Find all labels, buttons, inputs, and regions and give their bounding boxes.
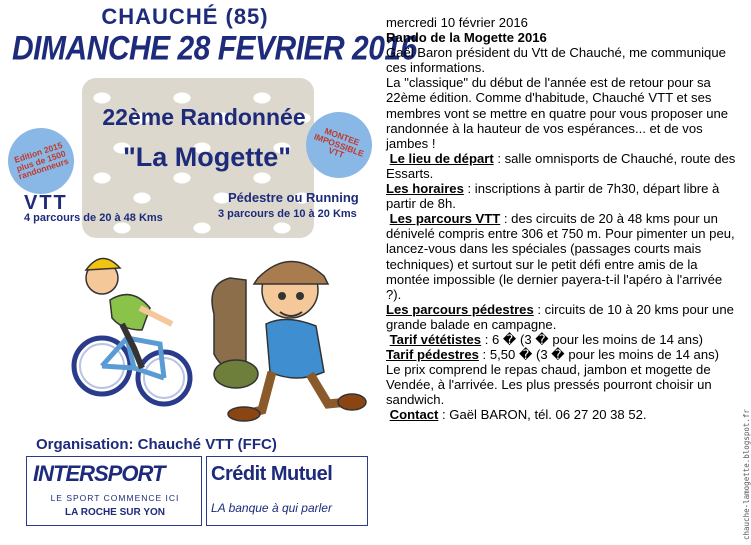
intersport-tagline: LE SPORT COMMENCE ICI bbox=[50, 493, 180, 503]
article-date: mercredi 10 février 2016 bbox=[386, 15, 528, 30]
poster-date: DIMANCHE 28 FEVRIER 2016 bbox=[12, 29, 417, 68]
poster-organisation: Organisation: Chauché VTT (FFC) bbox=[36, 436, 277, 453]
contact-label: Contact bbox=[389, 407, 439, 423]
blog-watermark: chauche-lamogette.blogspot.fr bbox=[742, 409, 751, 540]
cyclist-illustration bbox=[72, 238, 192, 416]
parcours-vtt-label: Les parcours VTT bbox=[389, 211, 501, 227]
hiker-illustration bbox=[206, 244, 366, 424]
horaires-label: Les horaires bbox=[386, 181, 464, 197]
intersport-brand: INTERSPORT bbox=[33, 461, 165, 486]
parcours-ped-text: : circuits de 10 à 20 kms pour une grande balade en campagne. bbox=[386, 301, 734, 332]
credit-mutuel-brand: Crédit Mutuel bbox=[211, 463, 333, 485]
poster-event-name: "La Mogette" bbox=[122, 142, 292, 172]
article-prix: Le prix comprend le repas chaud, jambon et mogette de Vendée, à l'arrivée. Les plus pressés pourront choisir un sandwich. bbox=[386, 362, 712, 408]
sponsor-credit-mutuel-logo bbox=[206, 456, 368, 526]
tarif-ped-text: : 5,50 � (3 � pour les moins de 14 ans) bbox=[478, 347, 720, 363]
section-lieu bbox=[386, 151, 738, 181]
lieu-label: Le lieu de départ bbox=[389, 150, 494, 166]
tarif-ped-label: Tarif pédestres bbox=[386, 347, 479, 363]
tarif-vtt-text: : 6 � (3 � pour les moins de 14 ans) bbox=[481, 331, 703, 347]
article-classique: La "classique" du début de l'année est de retour pour sa 22ème édition. Comme d'habitude, Chauché VTT et ses membres vont se mettre en quatre pour vous proposer une randonnée à la hauteur de vos espérances... et de vos jambes ! bbox=[386, 75, 729, 151]
parcours-ped-label: Les parcours pédestres bbox=[386, 301, 534, 317]
section-parcours-pedestres bbox=[386, 302, 738, 332]
article-intro: Gaël Baron président du Vtt de Chauché, me communique ces informations. bbox=[386, 45, 726, 76]
section-parcours-vtt bbox=[386, 211, 738, 302]
article-title: Rando de la Mogette 2016 bbox=[386, 30, 547, 46]
poster-edition: 22ème Randonnée bbox=[102, 104, 306, 130]
section-tarif-pedestres bbox=[386, 347, 738, 362]
sponsor-intersport-logo bbox=[26, 456, 202, 526]
poster-pedestre-title: Pédestre ou Running bbox=[228, 190, 359, 205]
poster-pedestre-parcours: 3 parcours de 10 à 20 Kms bbox=[218, 208, 357, 220]
tarif-vtt-label: Tarif vététistes bbox=[389, 331, 482, 347]
credit-mutuel-tagline: LA banque à qui parler bbox=[211, 501, 365, 519]
montee-impossible-badge: MONTEE IMPOSSIBLE VTT bbox=[297, 103, 382, 188]
poster-vtt-parcours: 4 parcours de 20 à 48 Kms bbox=[24, 212, 163, 224]
lieu-text: : salle omnisports de Chauché, route des Essarts. bbox=[386, 150, 736, 181]
horaires-text: : inscriptions à partir de 7h30, départ libre à partir de 8h. bbox=[386, 181, 720, 212]
intersport-city: LA ROCHE SUR YON bbox=[64, 507, 165, 518]
section-contact bbox=[386, 407, 738, 422]
section-horaires bbox=[386, 181, 738, 211]
poster-town: CHAUCHÉ (85) bbox=[101, 4, 269, 29]
contact-text: : Gaël BARON, tél. 06 27 20 38 52. bbox=[438, 407, 647, 423]
section-tarif-vtt bbox=[386, 332, 738, 347]
parcours-vtt-text: : des circuits de 20 à 48 kms pour un dénivelé compris entre 306 et 750 m. Pour pimenter un peu, lancez-vous dans les spéciales (passages courts mais techniques) et surtout sur le petit défi entre amis de la montée impossible (le dernier payera-t-il l'apéro à l'arrivée ?). bbox=[386, 211, 735, 302]
edition-2015-badge: Edition 2015 plus de 1500 randonneurs bbox=[0, 119, 83, 202]
article-text bbox=[386, 15, 738, 423]
poster-vtt-title: VTT bbox=[24, 192, 68, 214]
